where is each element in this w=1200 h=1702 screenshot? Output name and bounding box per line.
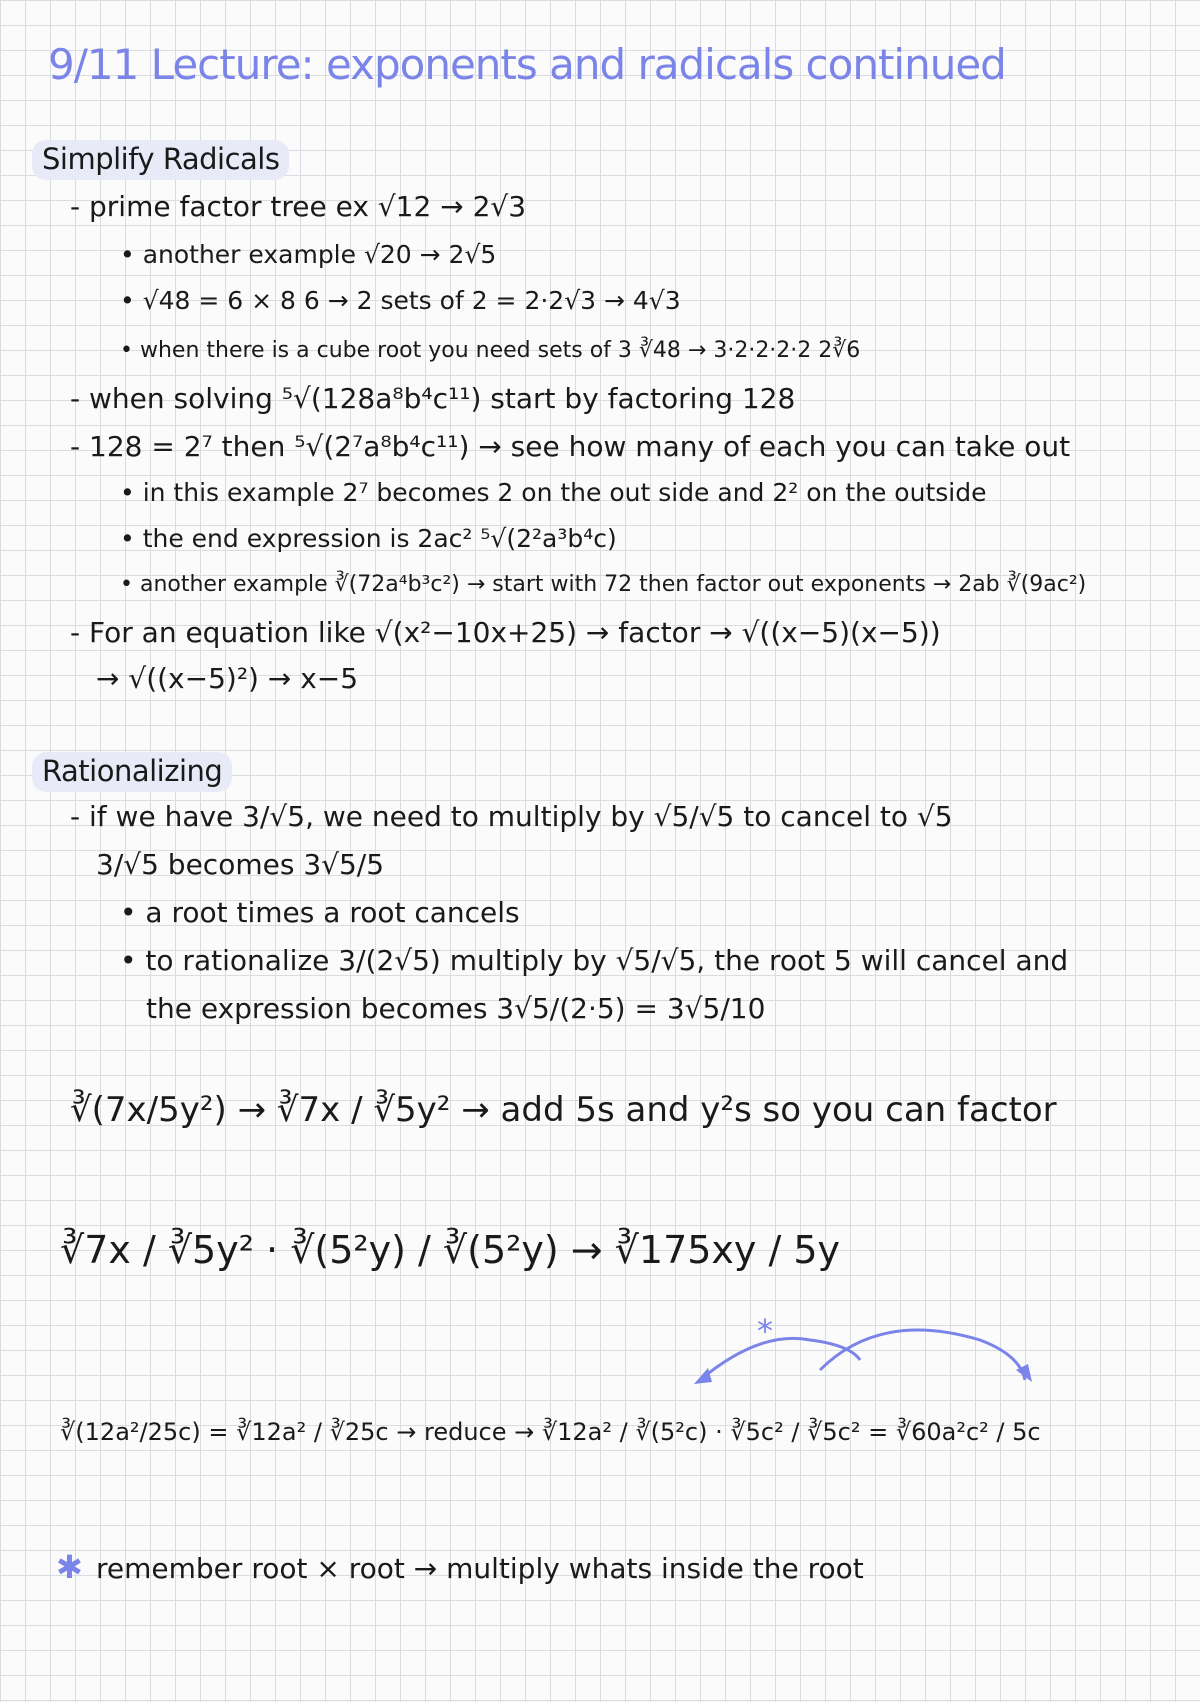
note-line: • √48 = 6 × 8 6 → 2 sets of 2 = 2·2√3 → 4√3 <box>120 286 681 315</box>
note-line: - prime factor tree ex √12 → 2√3 <box>70 190 527 223</box>
note-line: • to rationalize 3/(2√5) multiply by √5/√5, the root 5 will cancel and <box>120 944 1069 977</box>
curved-arrows <box>680 1310 1100 1390</box>
note-line: • when there is a cube root you need sets of 3 ∛48 → 3·2·2·2·2 2∛6 <box>120 338 861 363</box>
note-line: • another example √20 → 2√5 <box>120 240 497 269</box>
note-line: 3/√5 becomes 3√5/5 <box>96 848 385 881</box>
star-icon: ✱ <box>56 1548 83 1586</box>
worked-example-2: ∛7x / ∛5y² · ∛(5²y) / ∛(5²y) → ∛175xy / 5y <box>60 1228 841 1272</box>
arrow-curve-left <box>700 1338 860 1380</box>
note-line: • the end expression is 2ac² ⁵√(2²a³b⁴c) <box>120 524 617 553</box>
page-title: 9/11 Lecture: exponents and radicals continued <box>48 40 1006 89</box>
note-line: - if we have 3/√5, we need to multiply by √5/√5 to cancel to √5 <box>70 800 953 833</box>
worked-example-1: ∛(7x/5y²) → ∛7x / ∛5y² → add 5s and y²s so you can factor <box>70 1090 1057 1130</box>
section-heading-rationalizing: Rationalizing <box>32 752 232 792</box>
note-line: the expression becomes 3√5/(2·5) = 3√5/10 <box>146 992 766 1025</box>
note-line: - when solving ⁵√(128a⁸b⁴c¹¹) start by factoring 128 <box>70 382 796 415</box>
worked-example-3: ∛(12a²/25c) = ∛12a² / ∛25c → reduce → ∛12a² / ∛(5²c) · ∛5c² / ∛5c² = ∛60a²c² / 5c <box>60 1418 1041 1446</box>
star-mark: * <box>757 1312 773 1350</box>
note-line: • in this example 2⁷ becomes 2 on the out side and 2² on the outside <box>120 478 987 507</box>
section-heading-simplify: Simplify Radicals <box>32 140 289 180</box>
arrow-head-left <box>694 1368 712 1384</box>
note-line: - For an equation like √(x²−10x+25) → factor → √((x−5)(x−5)) <box>70 616 941 649</box>
note-line: • a root times a root cancels <box>120 896 520 929</box>
note-line: - 128 = 2⁷ then ⁵√(2⁷a⁸b⁴c¹¹) → see how many of each you can take out <box>70 430 1071 463</box>
remember-note: remember root × root → multiply whats inside the root <box>96 1552 864 1585</box>
note-line: • another example ∛(72a⁴b³c²) → start with 72 then factor out exponents → 2ab ∛(9ac²) <box>120 572 1087 597</box>
arrow-curve-right <box>820 1330 1025 1380</box>
note-line: → √((x−5)²) → x−5 <box>96 662 359 695</box>
